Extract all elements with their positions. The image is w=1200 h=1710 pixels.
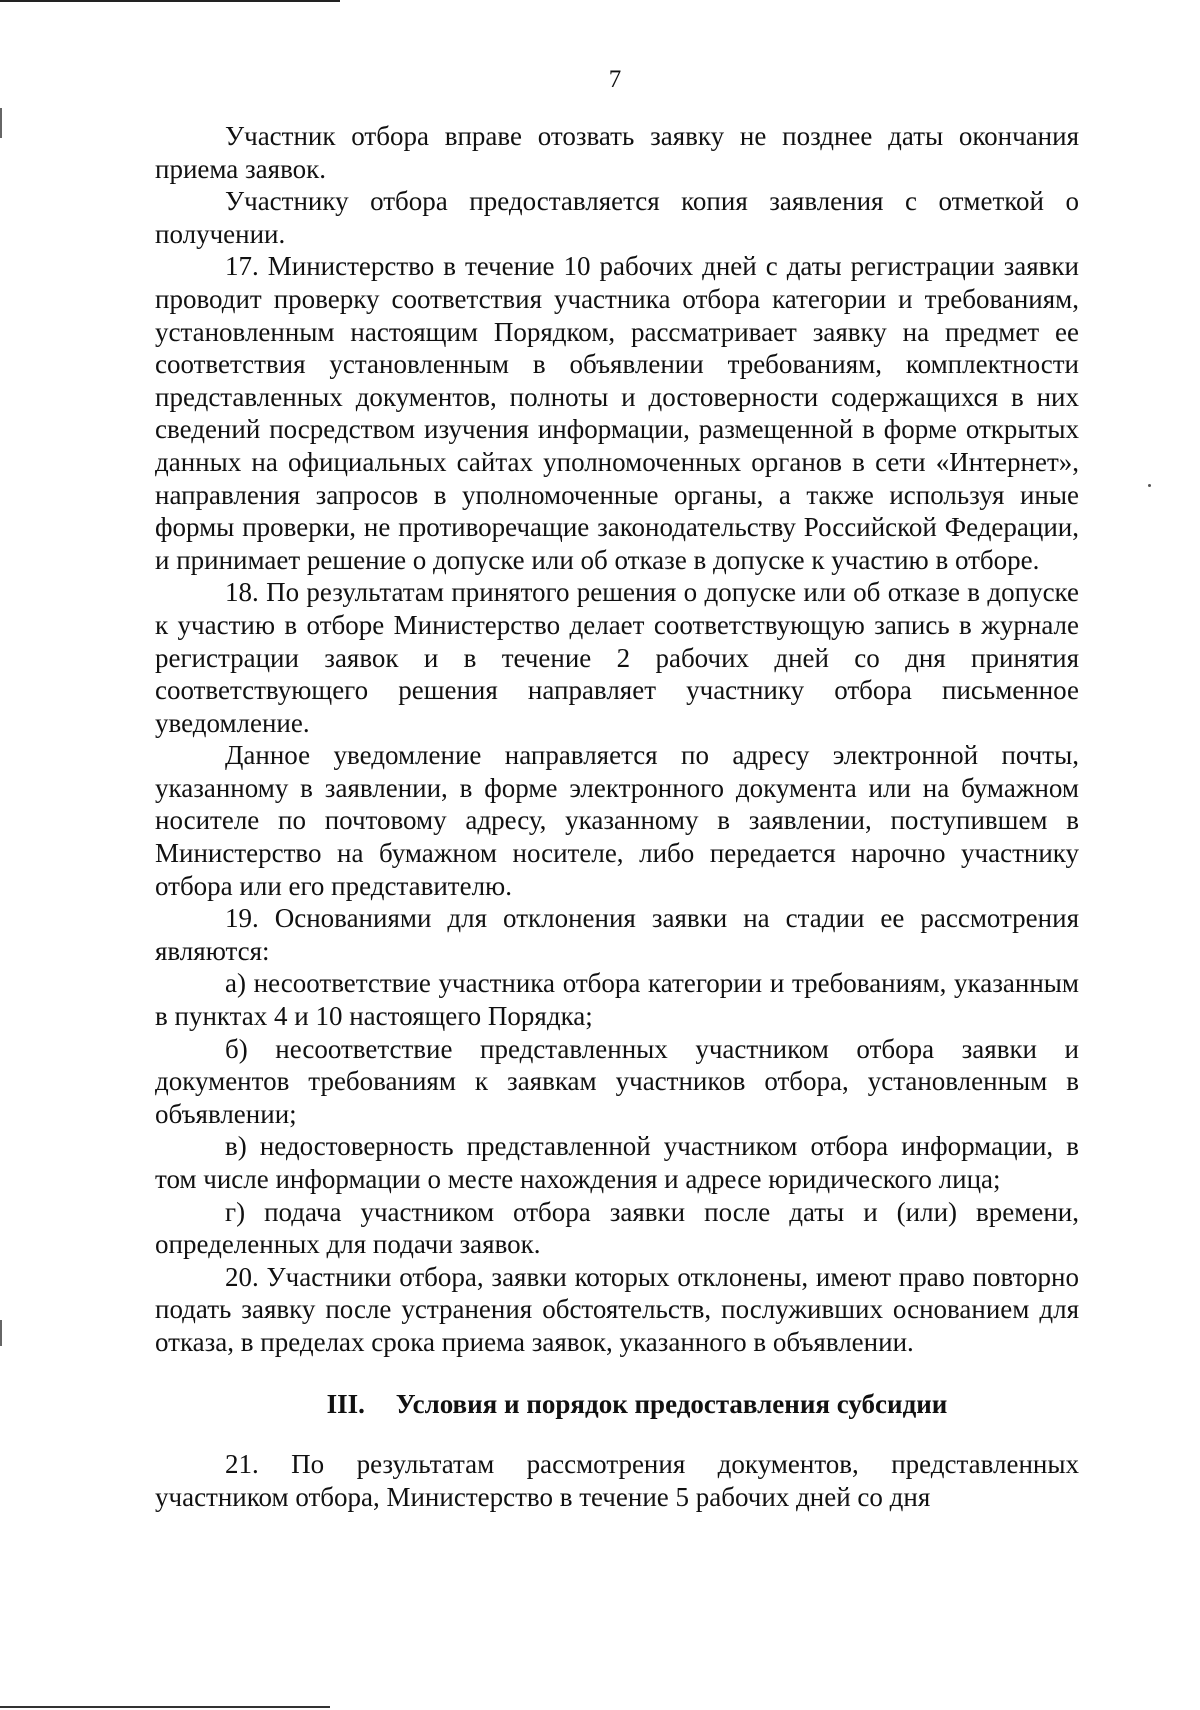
section-number: III. bbox=[326, 1388, 365, 1419]
list-item: а) несоответствие участника отбора категории и требованиям, указанным в пунктах 4 и 10 настоящего Порядка; bbox=[155, 968, 1079, 1032]
paragraph: 17. Министерство в течение 10 рабочих дней с даты регистрации заявки проводит проверку соответствия участника отбора категории и требованиям, установленным настоящим Порядком, рассматривает заявку на предмет ее соответствия установленным в объявлении требованиям, комплектности представленных документов, полноты и достоверности содержащихся в них сведений посредством изучения информации, размещенной в форме открытых данных на официальных сайтах уполномоченных органов в сети «Интернет», направления запросов в уполномоченные органы, а также используя иные формы проверки, не противоречащие законодательству Российской Федерации, и принимает решение о допуске или об отказе в допуске к участию в отборе. bbox=[155, 251, 1079, 575]
paragraph: 20. Участники отбора, заявки которых отклонены, имеют право повторно подать заявку после устранения обстоятельств, послуживших основанием для отказа, в пределах срока приема заявок, указанного в объявлении. bbox=[155, 1261, 1079, 1357]
scan-speck bbox=[1148, 484, 1151, 487]
paragraph: Участник отбора вправе отозвать заявку не позднее даты окончания приема заявок. bbox=[155, 121, 1079, 184]
scan-edge-line bbox=[0, 0, 340, 2]
section-heading bbox=[155, 1388, 1079, 1421]
scan-edge-mark bbox=[0, 108, 2, 138]
paragraph: Данное уведомление направляется по адресу электронной почты, указанному в заявлении, в форме электронного документа или на бумажном носителе по почтовому адресу, указанному в заявлении, поступившем в Министерство на бумажном носителе, либо передается нарочно участнику отбора или его представителю. bbox=[155, 740, 1079, 901]
section-title: Условия и порядок предоставления субсидии bbox=[395, 1388, 948, 1419]
list-item: г) подача участником отбора заявки после даты и (или) времени, определенных для подачи заявок. bbox=[155, 1196, 1079, 1260]
list-item: б) несоответствие представленных участником отбора заявки и документов требованиям к заявкам участников отбора, установленным в объявлении; bbox=[155, 1033, 1079, 1129]
paragraph: 21. По результатам рассмотрения документов, представленных участником отбора, Министерство в течение 5 рабочих дней со дня bbox=[155, 1449, 1079, 1512]
scan-edge-mark bbox=[0, 1320, 2, 1346]
list-item: в) недостоверность представленной участником отбора информации, в том числе информации о месте нахождения и адресе юридического лица; bbox=[155, 1131, 1079, 1194]
paragraph: 19. Основаниями для отклонения заявки на стадии ее рассмотрения являются: bbox=[155, 903, 1079, 966]
scan-edge-line bbox=[0, 1706, 330, 1708]
paragraph: Участнику отбора предоставляется копия заявления с отметкой о получении. bbox=[155, 186, 1079, 249]
document-body bbox=[155, 120, 1079, 1513]
page-number: 7 bbox=[608, 66, 622, 93]
paragraph: 18. По результатам принятого решения о допуске или об отказе в допуске к участию в отборе Министерство делает соответствующую запись в журнале регистрации заявок и в течение 2 рабочих дней со дня принятия соответствующего решения направляет участнику отбора письменное уведомление. bbox=[155, 577, 1079, 738]
